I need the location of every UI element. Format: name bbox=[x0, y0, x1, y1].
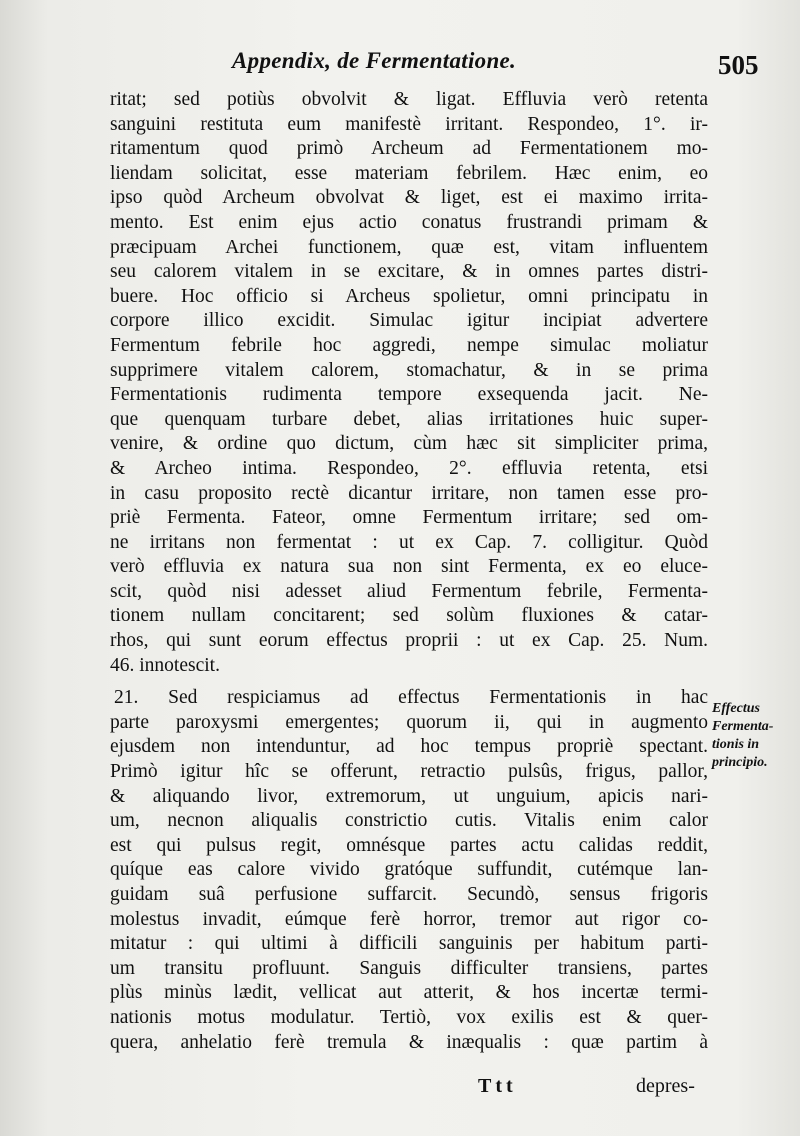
text-line: est qui pulsus regit, omnésque partes actu calidas reddit, bbox=[110, 834, 708, 856]
text-line: um, necnon aliqualis constrictio cutis. Vitalis enim calor bbox=[110, 810, 708, 832]
margin-note bbox=[712, 700, 796, 772]
page-number: 505 bbox=[718, 50, 759, 80]
text-line: quíque eas calore vivido gratóque suffundit, cutémque lan- bbox=[110, 859, 708, 881]
text-line: plùs minùs lædit, vellicat aut atterit, & hos incertæ termi- bbox=[110, 982, 708, 1004]
text-line: guidam suâ perfusione suffarcit. Secundò, sensus frigoris bbox=[110, 884, 708, 905]
text-line: ipso quòd Archeum obvolvat & liget, est ei maximo irrita- bbox=[110, 187, 708, 209]
text-line: mento. Est enim ejus actio conatus frustrandi primam & bbox=[110, 211, 708, 233]
text-line: tionem nullam concitarent; sed solùm fluxiones & catar- bbox=[110, 605, 708, 627]
margin-note-line: Effectus bbox=[712, 701, 760, 716]
page-footer bbox=[0, 1075, 800, 1105]
margin-note-line: Fermenta- bbox=[712, 719, 774, 734]
text-line: nationis motus modulatur. Tertiò, vox exilis est & quer- bbox=[110, 1006, 708, 1028]
text-line: in casu proposito rectè dicantur irritare, non tamen esse pro- bbox=[110, 482, 708, 504]
text-line: molestus invadit, eúmque ferè horror, tremor aut rigor co- bbox=[110, 908, 708, 930]
page-header bbox=[0, 48, 800, 88]
text-line: rhos, qui sunt eorum effectus proprii : ut ex Cap. 25. Num. bbox=[110, 630, 708, 652]
text-line: ritamentum quod primò Archeum ad Fermentationem mo- bbox=[110, 138, 708, 160]
text-line: parte paroxysmi emergentes; quorum ii, qui in augmento bbox=[110, 711, 708, 733]
text-line: um transitu profluunt. Sanguis difficulter transiens, partes bbox=[110, 957, 708, 979]
text-line: Fermentationis rudimenta tempore exsequenda jacit. Ne- bbox=[110, 384, 708, 406]
text-line: quera, anhelatio ferè tremula & inæqualis : quæ partim à bbox=[110, 1031, 708, 1053]
running-title: Appendix, de Fermentatione. bbox=[232, 48, 517, 73]
text-line: buere. Hoc officio si Archeus spolietur, omni principatu in bbox=[110, 285, 708, 307]
text-line: scit, quòd nisi adesset aliud Fermentum febrile, Fermenta- bbox=[110, 580, 708, 602]
text-line: Fermentum febrile hoc aggredi, nempe simulac moliatur bbox=[110, 334, 708, 356]
signature-mark: Ttt bbox=[478, 1075, 517, 1097]
body-text bbox=[110, 88, 708, 1055]
text-line: ejusdem non intenduntur, ad hoc tempus propriè spectant. bbox=[110, 736, 708, 758]
catchword: depres- bbox=[636, 1075, 695, 1097]
text-line: præcipuam Archei functionem, quæ est, vitam influentem bbox=[110, 236, 708, 258]
text-line: ne irritans non fermentat : ut ex Cap. 7. colligitur. Quòd bbox=[110, 531, 708, 553]
text-line: & aliquando livor, extremorum, ut unguium, apicis nari- bbox=[110, 785, 708, 807]
text-line: 46. innotescit. bbox=[110, 654, 220, 676]
text-line: corpore illico excidit. Simulac igitur incipiat advertere bbox=[110, 310, 708, 332]
text-line: 21. Sed respiciamus ad effectus Fermentationis in hac bbox=[114, 687, 708, 709]
text-line: mitatur : qui ultimi à difficili sanguinis per habitum parti- bbox=[110, 933, 708, 955]
text-line: venire, & ordine quo dictum, cùm hæc sit simpliciter prima, bbox=[110, 433, 708, 455]
margin-note-line: principio. bbox=[712, 755, 768, 770]
text-line: supprimere vitalem calorem, stomachatur, & in se prima bbox=[110, 359, 708, 381]
text-line: verò effluvia ex natura sua non sint Fermenta, ex eo eluce- bbox=[110, 556, 708, 578]
text-line: seu calorem vitalem in se excitare, & in omnes partes distri- bbox=[110, 261, 708, 283]
text-line: Primò igitur hîc se offerunt, retractio pulsûs, frigus, pallor, bbox=[110, 761, 708, 783]
text-line: priè Fermenta. Fateor, omne Fermentum irritare; sed om- bbox=[110, 507, 708, 529]
text-line: sanguini restituta eum manifestè irritant. Respondeo, 1°. ir- bbox=[110, 113, 708, 135]
text-line: liendam solicitat, esse materiam febrilem. Hæc enim, eo bbox=[110, 162, 708, 184]
text-line: ritat; sed potiùs obvolvit & ligat. Effluvia verò retenta bbox=[110, 89, 708, 110]
text-line: & Archeo intima. Respondeo, 2°. effluvia retenta, etsi bbox=[110, 457, 708, 479]
margin-note-line: tionis in bbox=[712, 737, 760, 752]
paragraph-gap bbox=[110, 678, 708, 686]
text-line: que quenquam turbare debet, alias irritationes huic super- bbox=[110, 408, 708, 430]
